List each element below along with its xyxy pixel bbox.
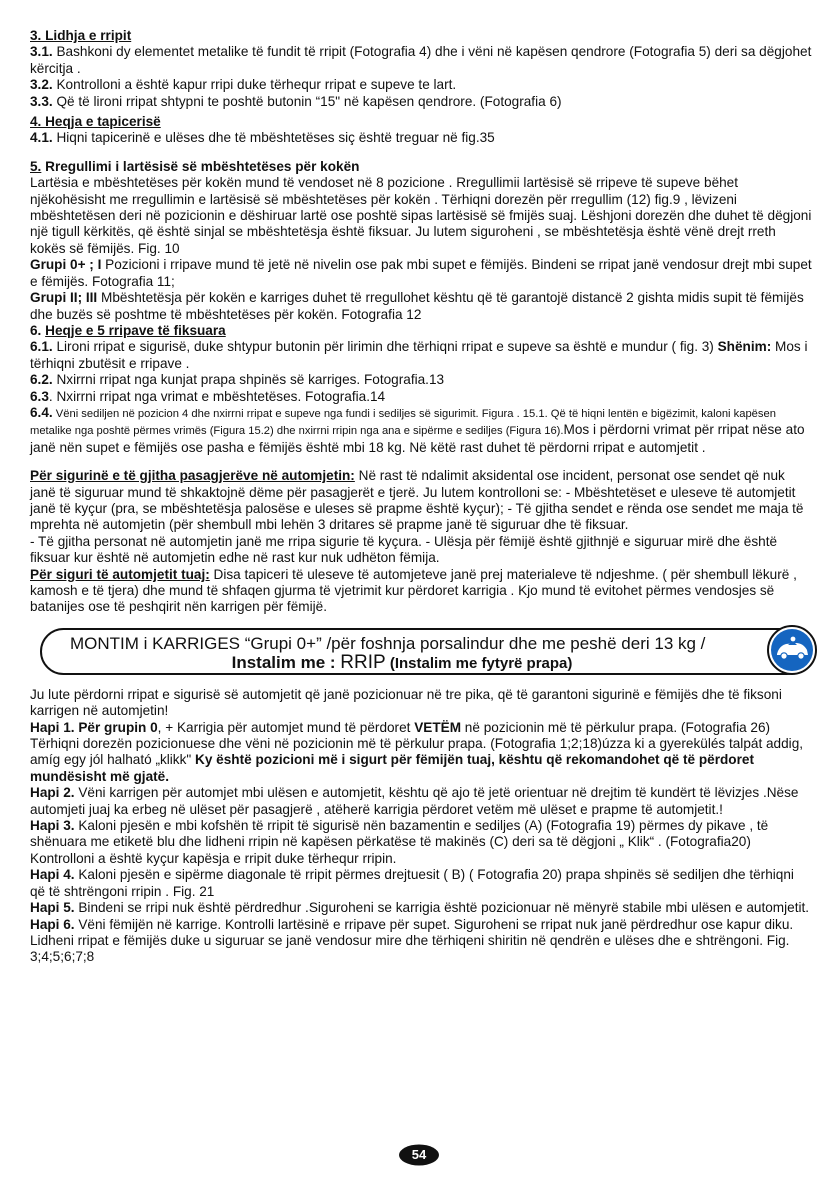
step-3-3 [30,94,812,110]
step-number: 3.3. [30,93,53,109]
step-number: 3.2. [30,77,53,93]
step-3-1 [30,44,812,77]
section-6-heading [30,323,812,339]
step-label: Hapi 5. [30,900,75,916]
step-3-2 [30,77,812,93]
step-number: 6.2. [30,372,53,388]
group-text: Pozicioni i rripave mund të jetë në nivelin ose pak mbi supet e fëmijës. Bindeni se rripat janë vendosur drejt mbi supet e fëmijës. Fotografia 11; [30,257,812,289]
safety-label: Për sigurinë e të gjitha pasagjerëve në automjetin: [30,468,355,484]
step-text: Kontrolloni a është kapur rripi duke tërhequr rripat e supeve te lart. [52,77,457,93]
install-step-6 [30,917,812,966]
step-emphasis: Ky është pozicioni më i sigurt për fëmijën tuaj, kështu që rekomandohet që të përdoret mundësisht më gjatë. [30,752,754,784]
car-seat-rear-facing-icon [766,624,818,676]
group-2-3-paragraph [30,290,812,323]
step-label: Hapi 6. [30,916,75,932]
install-step-5 [30,900,812,916]
installation-banner [40,628,810,675]
step-label: Hapi 2. [30,785,75,801]
section-number: 5. [30,158,42,174]
install-step-4 [30,867,812,900]
note-label: Shënim: [717,339,772,355]
banner-title: MONTIM i KARRIGES “Grupi 0+” /për foshnja porsalindur dhe me peshë deri 13 kg / [70,633,706,653]
step-text: në pozicionin më të përkulur prapa. (Fotografia 26) Tërhiqni dorezën pozicionuese dhe vëni në pozicionin më të përkulur prapa. (Fotografia 1;2;18)úzza ki a gyerekülés talpát addig, amíg egy jól halható „klikk" [30,719,804,768]
group-text: Mbështetësja për kokën e karriges duhet të rregullohet kështu që të garantojë distancë 2 gishta midis supit të fëmijës dhe buzës së poshtme të mbështetëses për kokën. Fotografia 12 [30,290,804,322]
section-3-heading: 3. Lidhja e rripit [30,28,132,43]
passenger-safety-paragraph-2: - Të gjitha personat në automjetin janë me rripa sigurie të kyçura. - Ulësja për fëmijë është gjithnjë e siguruar mirë dhe është fiksuar kur është në automjetin edhe në rast kur nuk udhëton fëmija. [30,533,778,566]
install-step-2 [30,785,812,818]
section-title: Heqje e 5 rripave të fiksuara [45,322,226,338]
step-number: 3.1. [30,44,53,60]
step-text: Që të lironi rripat shtypni te poshtë butonin “15" në kapësen qendrore. (Fotografia 6) [52,93,562,109]
section-title: Rregullimi i lartësisë së mbështetëses për kokën [41,158,360,174]
step-text: Lironi rripat e sigurisë, duke shtypur butonin për lirimin dhe tërhiqni rripat e supeve sa është e mundur ( fig. 3) [52,339,718,355]
group-0-1-paragraph [30,257,812,290]
step-text: Bashkoni dy elementet metalike të fundit të rripit (Fotografia 4) dhe i vëni në kapësen qendrore (Fotografia 5) deri sa dëgjohet kërcitja . [30,44,812,76]
step-number: 6.4. [30,404,53,420]
step-text: . Nxirrni rripat nga vrimat e mbështetëses. Fotografia.14 [48,388,386,404]
install-orientation: (Instalim me fytyrë prapa) [385,654,573,672]
step-number: 4.1. [30,130,53,146]
safety-label: Për siguri të automjetit tuaj: [30,566,210,582]
install-method: RRIP [340,651,386,673]
step-text: Kaloni pjesën e mbi kofshën të rripit të sigurisë nën bazamentin e sediljes (A) (Fotografia 19) përmes dy pikave , të shënuara me etiketë blu dhe lidheni rripin në kapësen përkatëse të makinës (C) deri sa të dëgjoni „ Klik“ . (Fotografia20) Kontrolloni a është kyçur kapësja e rripit duke tërhequr rripin. [30,818,769,866]
section-4-heading: 4. Heqja e tapicerisë [30,114,161,130]
step-label: Hapi 4. [30,867,75,883]
install-step-3 [30,818,812,867]
step-text: Kaloni pjesën e sipërme diagonale të rripit përmes drejtuesit ( B) ( Fotografia 20) prapa shpinës së sediljen dhe tërhiqni që të shtrëngoni rripin . Fig. 21 [30,867,794,899]
step-4-1 [30,130,812,146]
step-label: Hapi 1. Për grupin 0 [30,719,158,735]
install-intro: Ju lute përdorni rripat e sigurisë së automjetit që janë pozicionuar në tre pika, që të garantoni sigurinë e fëmijës dhe të fiksoni karrigen në automjetin! [30,686,782,719]
step-text: Bindeni se rripi nuk është përdredhur .Sigurohenі se karrigia është pozicionuar në mënyrë stabile mbi ulësen e automjetit. [74,900,810,916]
emphasis-only: VETËM [414,719,462,735]
group-label: Grupi 0+ ; I [30,257,102,273]
manual-page [30,28,812,966]
install-label: Instalim me : [231,652,341,672]
note-text: Mos i tërhiqni zbutësit e rripave . [30,339,808,371]
step-text: Hiqni tapicerinë e ulëses dhe të mbështetëses siç është treguar në fig.35 [52,130,495,146]
section-5-heading [30,159,812,175]
step-text: Vëni fëmijën në karrige. Kontrolli lartësinë e rripave për supet. Sigurohenі se rripat nuk janë përdredhur ose kapur diku. Lidheni rripat e fëmijës duke u siguruar se janë vendosur mire dhe tërhiqeni shiritin në qendrën e ulëses dhe e shtrëngoni. Fig. 3;4;5;6;7;8 [30,916,794,965]
section-5-body: Lartësia e mbështetëses për kokën mund të vendoset në 8 pozicione . Rregullimii lartësisë së rripeve të supeve bëhet njëkohësisht me rregullimin e lartësisë së mbështetëses për kokën . Tërhiqni dorezën për rregullim (12) fig.9 , lëvizeni mbështetësen deri në pozicionin e dëshiruar lartë ose poshtë sipas lartësisë së fmijës suaj. Lëshjoni dorezën dhe duhet të dëgjoni një tigull kërkitës, që është sinjal se mbështetësja është fiksuar. Ju lutem siguroheni , se mbështetësja është vënë drejt rreth kokës së fëmijës. Fig. 10 [30,175,812,256]
safety-text: Disa tapiceri të uleseve të automjeteve janë prej materialeve të ndjeshme. ( për shembull lëkurë , kamosh e të tjera) dhe mund të shfaqen gjurma të vjetrimit kur përdoret karrigia . Kjo mund të evitohet përmes vendosjes së batanijes ose të peshqirit nën karrigen për fëmijë. [30,566,797,615]
step-label: Hapi 3. [30,818,75,834]
step-6-3 [30,389,812,405]
page-number: 54 [411,1147,427,1162]
vehicle-safety-paragraph [30,567,812,616]
step-text: Vëni karrigen për automjet mbi ulësen e automjetit, kështu që ajo të jetë orientuar në drejtim të kundërt të lëvizjes .Nëse automjeti juaj ka erbeg në ulëset për pasagjerë , atëherë karrigia përdoret vetëm më ulëset e prapme të automjetit.! [30,785,799,817]
group-label: Grupi II; III [30,290,98,306]
safety-text: Në rast të ndalimit aksidental ose incident, personat ose sendet që nuk janë të siguruar mund të shkaktojnë dëme për pasagjerët e tjerë. Ju lutem kontrolloni se: - Mbështetëset e uleseve të automjetit janë të kyçur (pra, se mbështetësja palosëse e uleses së prapme është kyçur); - Të gjitha sendet e rënda ose sendet me maja të mprehta në automjetin (për shembull mbi lehën 3 dritares së prapme janë të siguruar dhe të fiksuar. [30,468,804,533]
step-number: 6.1. [30,339,53,355]
install-step-1 [30,720,812,786]
step-text: Nxirrni rripat nga kunjat prapa shpinës së karriges. Fotografia.13 [52,372,445,388]
step-text: Mos i përdorni vrimat për rripat nëse ato janë nën supet e fëmijës ose pasha e fëmijës është mbi 18 kg. Në këtë rast duhet të përdorni rripat e automjetit . [30,422,805,455]
step-text-small: Vëni sediljen në pozicion 4 dhe nxirrni rripat e supeve nga fundi i sediljes së sigurimit. Figura . 15.1. Që të hiqni lentën e bigëzimit, kaloni kapësen metalike nga poshtë përmes vrimës (Figura 15.2) dhe nxirrni rripin nga ana e sipërme e sediljes (Figura 16). [30,407,776,438]
banner-subtitle [42,653,762,674]
step-6-4 [30,405,812,456]
passenger-safety-paragraph [30,468,812,534]
step-6-1 [30,339,812,372]
step-text: , + Karrigia për automjet mund të përdoret [157,719,415,735]
step-6-2 [30,372,812,388]
section-number: 6. [30,322,46,338]
step-number: 6.3 [30,388,49,404]
